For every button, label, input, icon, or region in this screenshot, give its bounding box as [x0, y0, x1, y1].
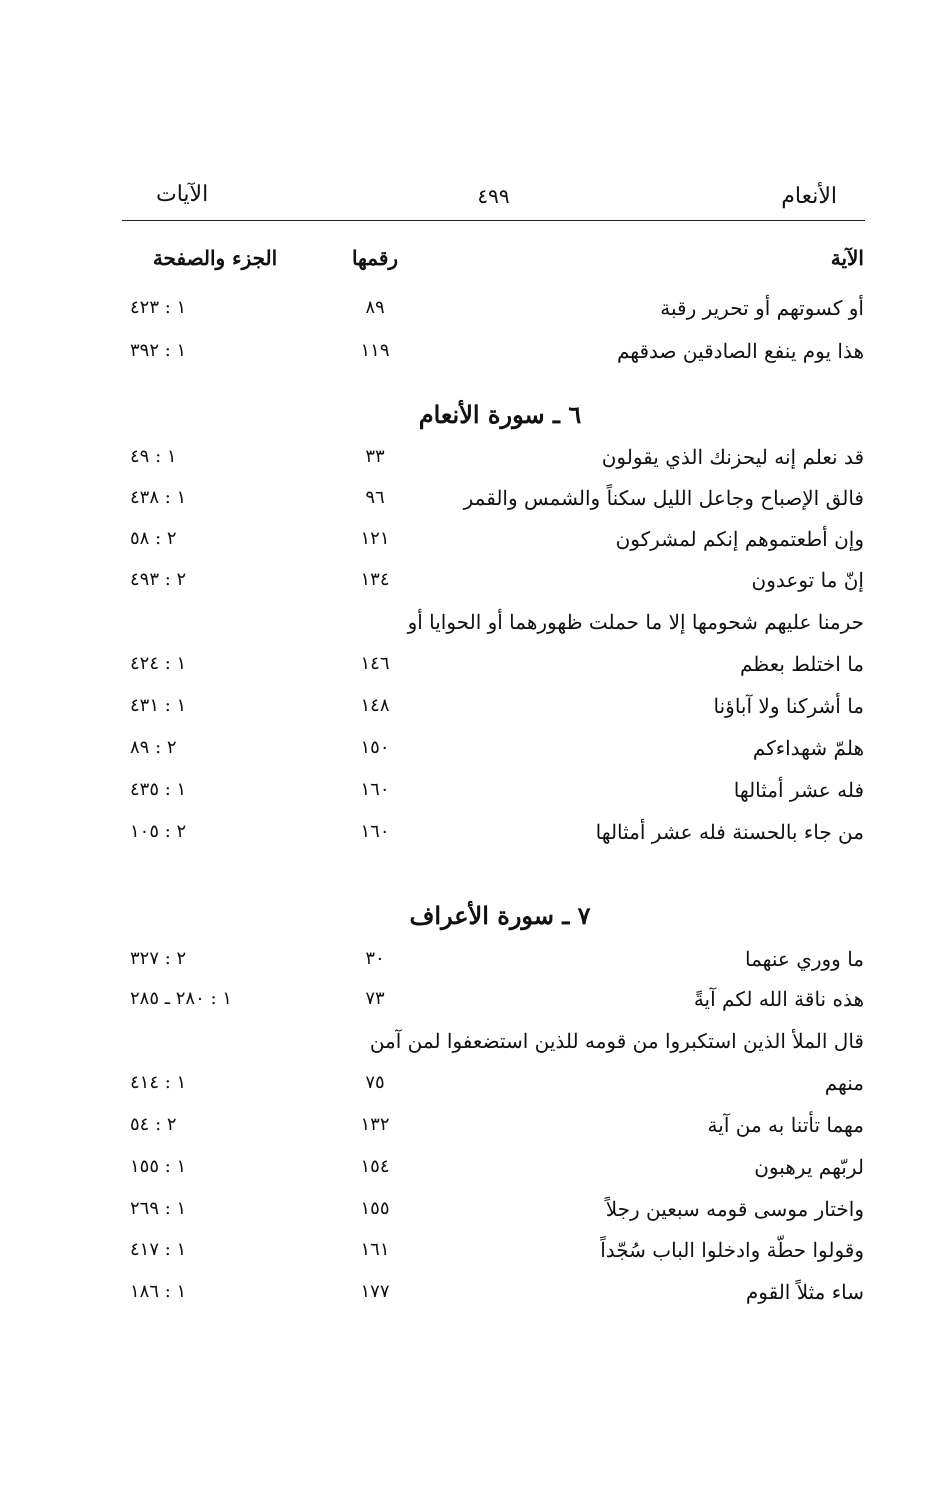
table-row — [0, 1189, 950, 1229]
column-header-verse: الآية — [830, 246, 864, 270]
verse-text: فله عشر أمثالها — [733, 778, 864, 802]
table-row — [0, 979, 950, 1019]
table-row — [0, 939, 950, 979]
volume-page-ref: ١ : ٢٦٩ — [130, 1198, 187, 1219]
verse-number: ١٣٢ — [360, 1114, 390, 1135]
verse-number: ١٥٥ — [360, 1198, 390, 1219]
verse-number: ١٦٠ — [360, 779, 390, 800]
table-row — [0, 644, 950, 684]
table-row — [0, 288, 950, 328]
verse-text: أو كسوتهم أو تحرير رقبة — [660, 296, 864, 320]
table-row — [0, 728, 950, 768]
volume-page-ref: ٢ : ٤٩٣ — [130, 569, 187, 590]
table-row — [0, 812, 950, 852]
running-header — [122, 180, 865, 221]
verse-text: واختار موسى قومه سبعين رجلاً — [605, 1197, 864, 1221]
verse-text: إنّ ما توعدون — [751, 568, 864, 592]
verse-number: ٧٥ — [365, 1072, 385, 1093]
surah-heading — [0, 894, 950, 938]
surah-heading — [0, 393, 950, 437]
verse-text: هلمّ شهداءكم — [752, 736, 864, 760]
verse-text: قال الملأ الذين استكبروا من قومه للذين استضعفوا لمن آمن — [369, 1029, 864, 1053]
column-headers — [0, 238, 950, 278]
page-number: ٤٩٩ — [477, 184, 510, 208]
verse-text: مهما تأتنا به من آية — [707, 1113, 864, 1137]
verse-number: ١٤٨ — [360, 695, 390, 716]
volume-page-ref: ١ : ٤٣١ — [130, 695, 187, 716]
verse-number: ١٥٤ — [360, 1156, 390, 1177]
table-row — [0, 602, 950, 642]
verse-text: ما ووري عنهما — [745, 947, 864, 971]
table-row — [0, 519, 950, 559]
volume-page-ref: ١ : ٤١٤ — [130, 1072, 187, 1093]
volume-page-ref: ١ : ٤٩ — [130, 446, 177, 467]
verse-text: لربّهم يرهبون — [754, 1155, 864, 1179]
verse-number: ١٤٦ — [360, 653, 390, 674]
verse-text: هذا يوم ينفع الصادقين صدقهم — [616, 339, 864, 363]
verse-number: ٩٦ — [365, 487, 385, 508]
verse-text: فالق الإصباح وجاعل الليل سكناً والشمس والقمر — [463, 486, 864, 510]
verse-text: حرمنا عليهم شحومها إلا ما حملت ظهورهما أو الحوايا أو — [407, 610, 864, 634]
volume-page-ref: ١ : ٤٢٣ — [130, 297, 187, 318]
volume-page-ref: ٢ : ٥٨ — [130, 528, 177, 549]
verse-number: ١٦٠ — [360, 821, 390, 842]
table-row — [0, 1105, 950, 1145]
volume-page-ref: ٢ : ٣٢٧ — [130, 948, 187, 969]
volume-page-ref: ١ : ٤٢٤ — [130, 653, 187, 674]
verse-text: وقولوا حطّة وادخلوا الباب سُجّداً — [600, 1238, 864, 1262]
verse-number: ١٢١ — [360, 528, 390, 549]
verse-text: هذه ناقة الله لكم آيةً — [693, 987, 864, 1011]
verse-number: ٧٣ — [365, 988, 385, 1009]
verse-text: ساء مثلاً القوم — [745, 1280, 864, 1304]
verse-number: ١٧٧ — [360, 1281, 390, 1302]
table-row — [0, 1021, 950, 1061]
table-row — [0, 1272, 950, 1312]
verse-text: ما أشركنا ولا آباؤنا — [713, 694, 864, 718]
surah-title: ٦ ـ سورة الأنعام — [418, 400, 582, 429]
verse-text: منهم — [824, 1071, 864, 1095]
verse-text: ما اختلط بعظم — [739, 652, 864, 676]
verse-text: قد نعلم إنه ليحزنك الذي يقولون — [601, 445, 864, 469]
table-row — [0, 478, 950, 518]
volume-page-ref: ٢ : ١٠٥ — [130, 821, 187, 842]
table-row — [0, 560, 950, 600]
verse-number: ١٣٤ — [360, 569, 390, 590]
volume-page-ref: ٢ : ٨٩ — [130, 737, 177, 758]
volume-page-ref: ١ : ٤٣٨ — [130, 487, 187, 508]
table-row — [0, 331, 950, 371]
volume-page-ref: ١ : ١٨٦ — [130, 1281, 187, 1302]
table-row — [0, 1063, 950, 1103]
verse-number: ١١٩ — [360, 340, 390, 361]
volume-page-ref: ١ : ٢٨٠ ـ ٢٨٥ — [130, 988, 232, 1009]
table-row — [0, 686, 950, 726]
table-row — [0, 770, 950, 810]
verse-text: من جاء بالحسنة فله عشر أمثالها — [595, 820, 864, 844]
verse-number: ٨٩ — [365, 297, 385, 318]
verse-number: ٣٠ — [365, 948, 385, 969]
volume-page-ref: ١ : ٤٣٥ — [130, 779, 187, 800]
verse-number: ١٦١ — [360, 1239, 390, 1260]
surah-title: ٧ ـ سورة الأعراف — [409, 901, 591, 930]
volume-page-ref: ٢ : ٥٤ — [130, 1114, 177, 1135]
header-surah-name: الأنعام — [781, 184, 837, 209]
verse-number: ١٥٠ — [360, 737, 390, 758]
volume-page-ref: ١ : ٣٩٢ — [130, 340, 187, 361]
verse-number: ٣٣ — [365, 446, 385, 467]
table-row — [0, 1147, 950, 1187]
verse-text: وإن أطعتموهم إنكم لمشركون — [615, 527, 864, 551]
table-row — [0, 1230, 950, 1270]
column-header-number: رقمها — [351, 246, 399, 270]
column-header-reference: الجزء والصفحة — [152, 246, 278, 270]
volume-page-ref: ١ : ١٥٥ — [130, 1156, 187, 1177]
header-section-title: الآيات — [156, 182, 209, 207]
volume-page-ref: ١ : ٤١٧ — [130, 1239, 187, 1260]
table-row — [0, 437, 950, 477]
